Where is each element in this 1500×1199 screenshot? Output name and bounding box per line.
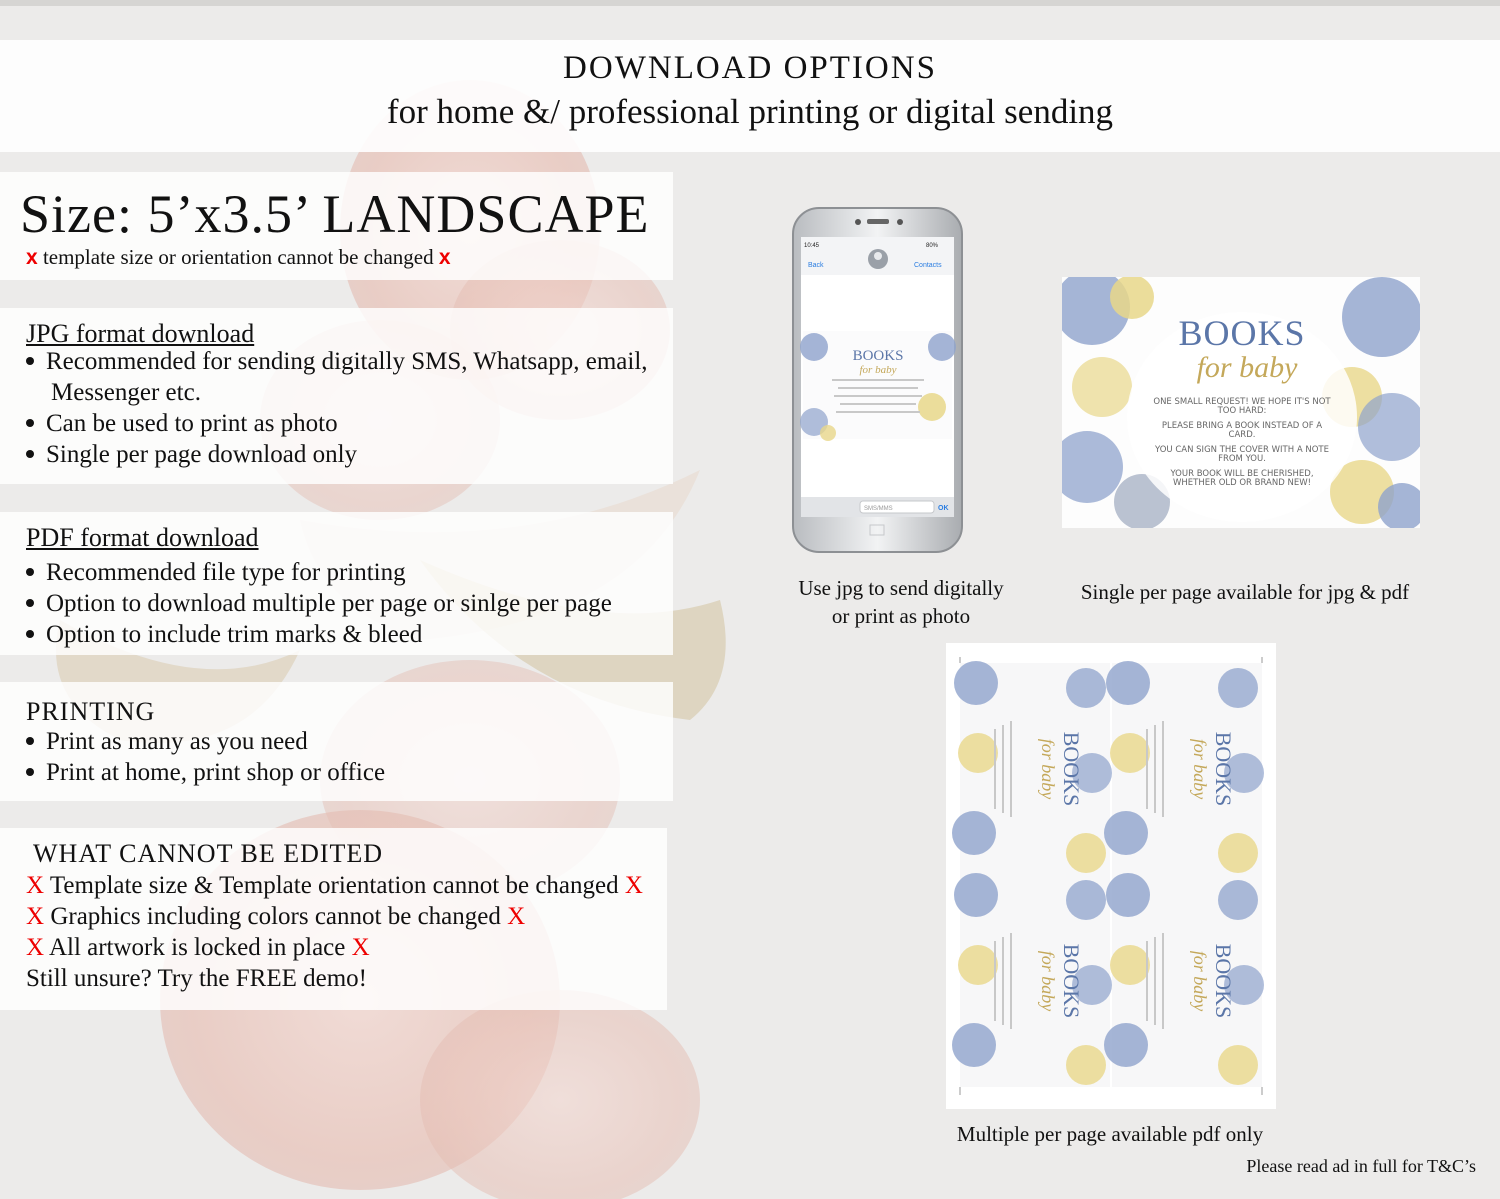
size-note-text: template size or orientation cannot be changed <box>42 245 434 269</box>
list-item: Can be used to print as photo <box>26 410 338 438</box>
svg-text:Back: Back <box>808 262 824 269</box>
multiple-caption: Multiple per page available pdf only <box>956 1122 1264 1146</box>
multi-card-sheet <box>946 643 1276 1109</box>
list-item: X All artwork is locked in place X <box>26 934 370 961</box>
terms-note: Please read ad in full for T&C’s <box>1246 1156 1476 1176</box>
svg-text:YOUR BOOK WILL BE CHERISHED,: YOUR BOOK WILL BE CHERISHED, <box>1170 469 1314 479</box>
svg-text:OK: OK <box>938 505 949 512</box>
list-item: Recommended file type for printing <box>26 559 406 587</box>
pdf-title: PDF format download <box>26 523 259 552</box>
top-strip <box>0 0 1500 6</box>
svg-text:80%: 80% <box>926 243 939 249</box>
svg-text:SMS/MMS: SMS/MMS <box>864 506 893 512</box>
list-item: Messenger etc. <box>51 379 201 406</box>
x-mark: x <box>438 246 451 269</box>
svg-text:BOOKS: BOOKS <box>1059 731 1084 807</box>
list-item: Option to download multiple per page or sinlge per page <box>26 590 612 618</box>
list-item: Recommended for sending digitally SMS, Whatsapp, email, <box>26 348 648 376</box>
list-item: Single per page download only <box>26 441 357 469</box>
svg-text:FROM YOU.: FROM YOU. <box>1218 454 1266 464</box>
svg-text:for baby: for baby <box>1038 738 1058 800</box>
svg-text:WHETHER OLD OR BRAND NEW!: WHETHER OLD OR BRAND NEW! <box>1172 478 1312 488</box>
size-note <box>26 245 451 270</box>
jpg-title: JPG format download <box>26 319 255 348</box>
single-card-preview <box>1062 277 1420 528</box>
list-item: Option to include trim marks & bleed <box>26 621 422 649</box>
svg-text:TOO HARD:: TOO HARD: <box>1217 406 1267 416</box>
svg-text:PLEASE BRING A BOOK INSTEAD OF: PLEASE BRING A BOOK INSTEAD OF A <box>1161 421 1323 431</box>
list-item: Print as many as you need <box>26 728 308 756</box>
size-title: Size: 5’x3.5’ LANDSCAPE <box>20 184 650 244</box>
phone-caption: Use jpg to send digitally or print as photo <box>798 576 1004 628</box>
page-title: DOWNLOAD OPTIONS <box>563 50 937 86</box>
x-mark: x <box>26 246 38 269</box>
svg-text:CARD.: CARD. <box>1228 430 1256 440</box>
cannot-edit-title: WHAT CANNOT BE EDITED <box>33 839 384 868</box>
printing-title: PRINTING <box>26 697 156 726</box>
svg-text:BOOKS: BOOKS <box>852 348 904 364</box>
svg-text:for baby: for baby <box>1196 351 1298 384</box>
list-item: X Graphics including colors cannot be changed X <box>26 903 526 930</box>
phone-mockup <box>792 207 963 553</box>
svg-text:ONE SMALL REQUEST! WE HOPE IT': ONE SMALL REQUEST! WE HOPE IT'S NOT <box>1153 397 1331 407</box>
list-item: Print at home, print shop or office <box>26 759 385 787</box>
svg-text:BOOKS: BOOKS <box>1178 313 1306 353</box>
list-item: X Template size & Template orientation cannot be changed X <box>26 872 643 899</box>
svg-text:for baby: for baby <box>859 364 897 376</box>
page-subtitle: for home &/ professional printing or digital sending <box>386 92 1114 131</box>
single-caption: Single per page available for jpg & pdf <box>1080 580 1410 604</box>
svg-text:YOU CAN SIGN THE COVER WITH A: YOU CAN SIGN THE COVER WITH A NOTE <box>1155 445 1329 455</box>
svg-text:10:45: 10:45 <box>804 243 820 249</box>
demo-note: Still unsure? Try the FREE demo! <box>26 965 367 992</box>
svg-text:Contacts: Contacts <box>914 262 942 269</box>
